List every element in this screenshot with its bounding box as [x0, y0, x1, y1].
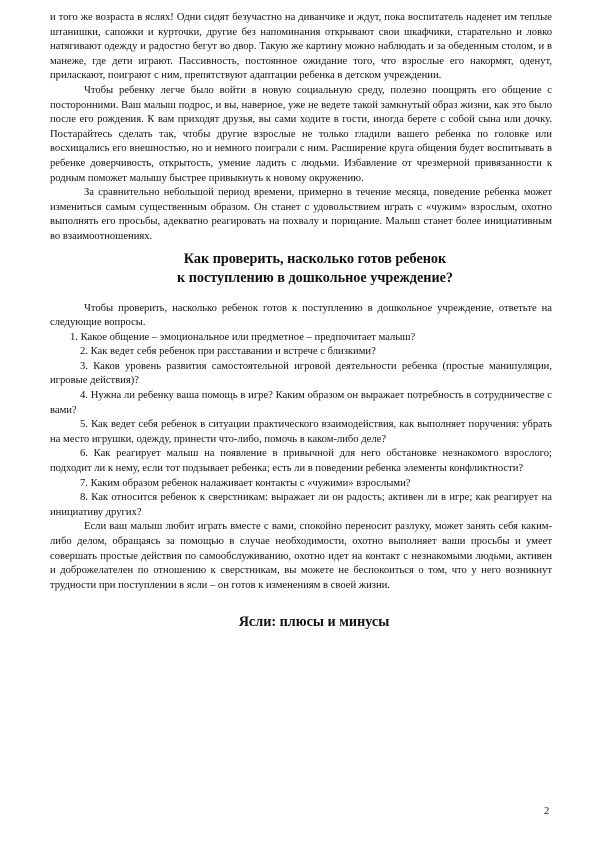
heading-nursery-pros-cons: Ясли: плюсы и минусы: [238, 614, 390, 631]
question-item: 7. Каким образом ребенок налаживает контакты с «чужими» взрослыми?: [80, 477, 411, 489]
question-item: 2. Как ведет себя ребенок при расставании и встрече с близкими?: [80, 346, 376, 358]
question-item: 8. Как относится ребенок к сверстникам: выражает ли он радость; активен ли в игре; как реагирует на инициативу других?: [50, 492, 552, 518]
paragraph-social-environment: Чтобы ребенку легче было войти в новую социальную среду, полезно поощрять его общение с посторонними. Ваш малыш подрос, и вы, наверное, уже не ведете такой замкнутый образ жизни, как это было после его рождения. К вам приходят друзья, вы сами ходите в гости, иногда берете с собой сына или дочку. Постарайтесь сделать так, чтобы другие взрослые не только гладили вашего ребенка по головке или восхищались его внешностью, но и немного поиграли с ним. Расширение круга общения будет воспитывать в ребенке доверчивость, открытость, умение ладить с людьми. Избавление от чрезмерной привязанности к родным поможет малышу быстрее привыкнуть к новому окружению.: [50, 84, 552, 184]
page-number: 2: [544, 806, 550, 817]
paragraph-behavior-change: За сравнительно небольшой период времени, примерно в течение месяца, поведение ребенка может измениться самым существенным образом. Он станет с удовольствием играть с «чужим» взрослым, охотно выполнять его просьбы, адекватно реагировать на похвалу и порицание. Малыш станет более инициативным во взаимоотношениях.: [50, 187, 552, 242]
question-item: 5. Как ведет себя ребенок в ситуации практического взаимодействия, как выполняет поручения: убрать на место игрушки, одежду, принести что-либо, помочь в каком-либо деле?: [50, 419, 552, 445]
paragraph-conclusion: Если ваш малыш любит играть вместе с вами, спокойно переносит разлуку, может занять себя каким-либо делом, обращаясь за помощью в случае необходимости, охотно выполняет ваши просьбы и умеет совершать простые действия по самообслуживанию, охотно идет на контакт с незнакомыми людьми, активен и доброжелателен по отношению к сверстникам, вы можете не беспокоиться о том, что у него возникнут трудности при поступлении в ясли – он готов к изменениям в своей жизни.: [50, 521, 552, 591]
section-heading-nursery: [50, 613, 552, 632]
question-item: 3. Каков уровень развития самостоятельной игровой деятельности ребенка (простые манипуляции, игровые действия)?: [50, 360, 552, 387]
question-item: 6. Как реагирует малыш на появление в привычной для него обстановке незнакомого взрослого; подходит ли к нему, если тот подзывает ребенка; есть ли в поведении ребенка элементы конфликтности?: [50, 448, 552, 475]
heading-line-1: Как проверить, насколько готов ребенок: [183, 250, 447, 267]
heading-line-2: к поступлению в дошкольное учреждение?: [176, 269, 454, 286]
section-heading-readiness: [50, 250, 552, 288]
paragraph-adaptation: и того же возраста в яслях! Одни сидят безучастно на диванчике и ждут, пока воспитатель наденет им теплые штанишки, сапожки и курточки, другие без напоминания открывают свои шкафчики, старательно и ловко натягивают одежду и радостно бегут во двор. Такую же картину можно наблюдать и за обеденным столом, и в манеже, где дети играют. Пассивность, постоянное ожидание того, что взрослые его накормят, оденут, приласкают, поиграют с ним, препятствуют адаптации ребенка в детском учреждении.: [50, 12, 552, 82]
paragraph-intro: Чтобы проверить, насколько ребенок готов к поступлению в дошкольное учреждение, ответьте на следующие вопросы.: [50, 302, 552, 329]
questions-list: [50, 331, 552, 521]
question-item: 4. Нужна ли ребенку ваша помощь в игре? Каким образом он выражает потребность в сотрудничестве с вами?: [50, 390, 552, 416]
page-content: [50, 11, 552, 632]
question-item: 1. Какое общение – эмоциональное или предметное – предпочитает малыш?: [70, 331, 416, 343]
